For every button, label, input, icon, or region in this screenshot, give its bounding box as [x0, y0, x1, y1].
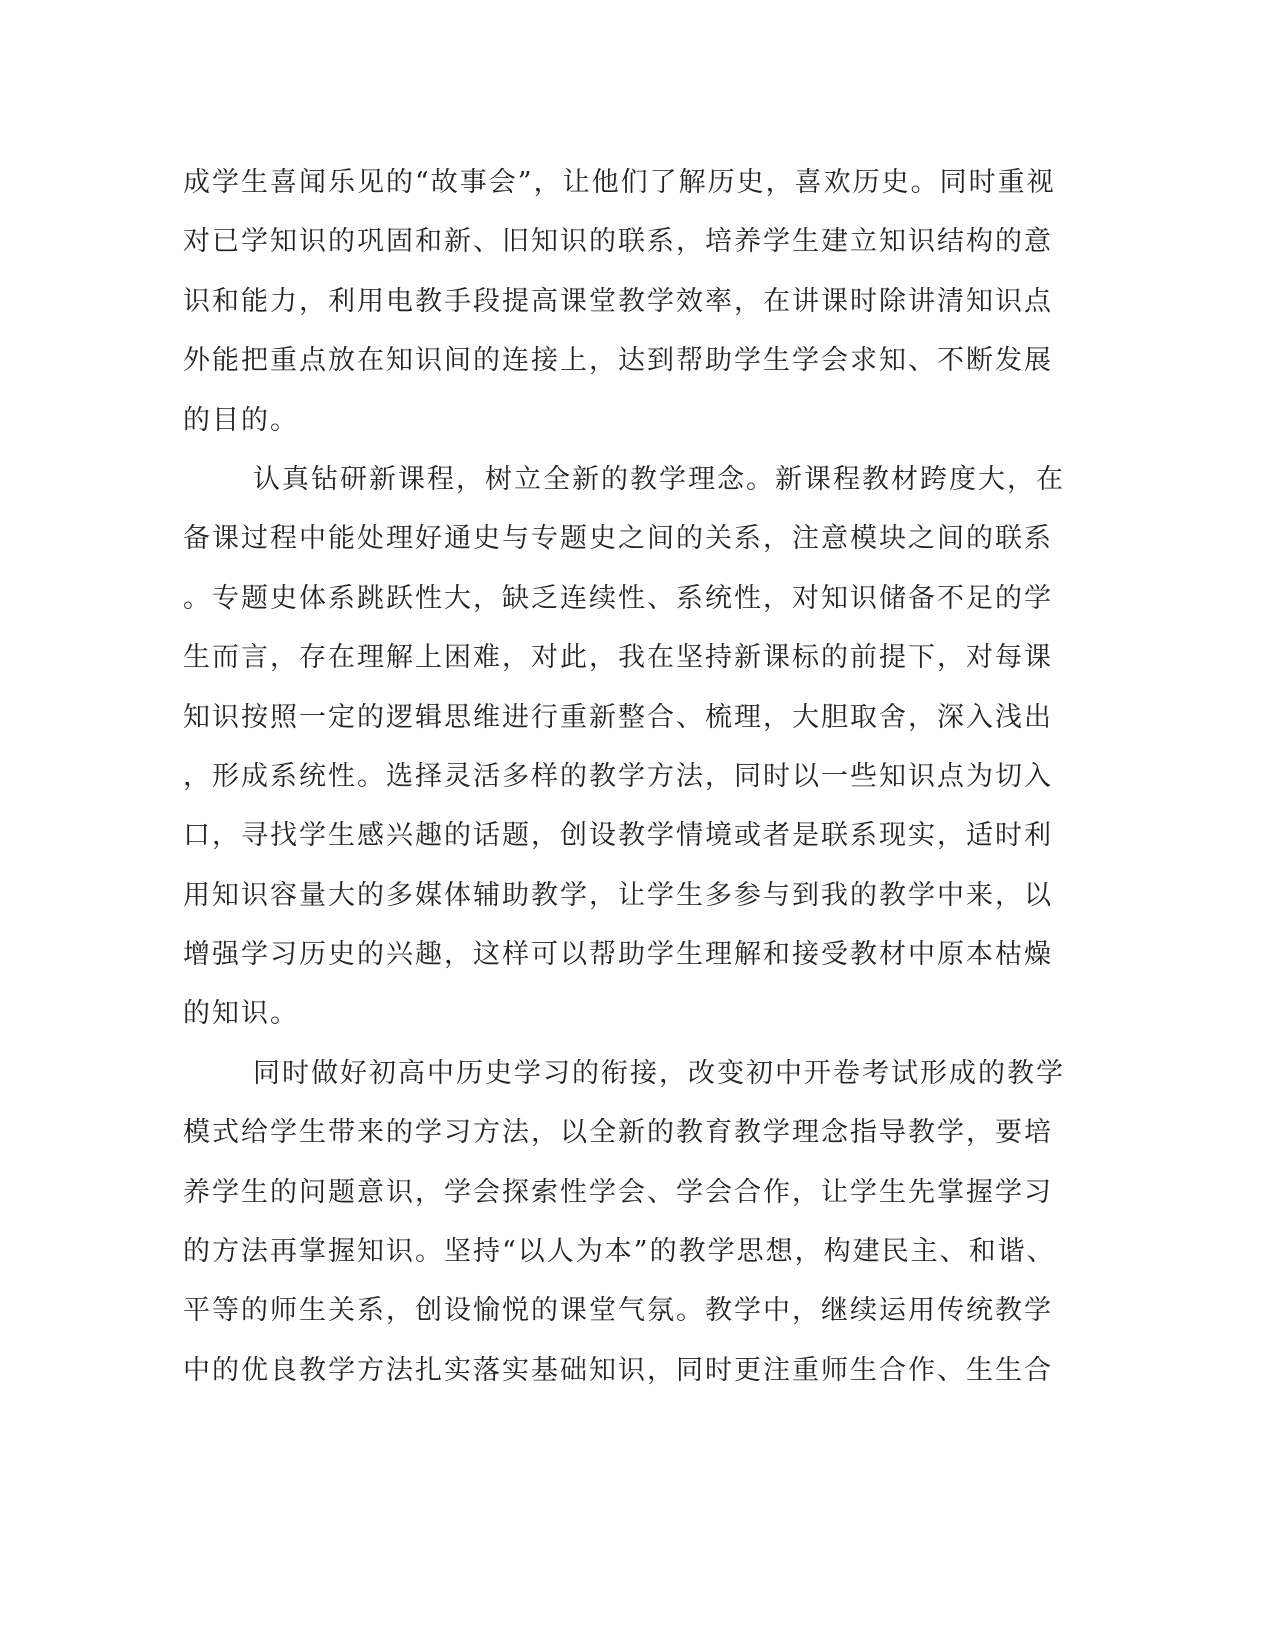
- text-line: 外能把重点放在知识间的连接上，达到帮助学生学会求知、不断发展: [183, 345, 1053, 377]
- text-line: 识和能力，利用电教手段提高课堂教学效率，在讲课时除讲清知识点: [183, 285, 1053, 317]
- text-line: 中的优良教学方法扎实落实基础知识，同时更注重师生合作、生生合: [183, 1354, 1053, 1386]
- text-line: ，形成系统性。选择灵活多样的教学方法，同时以一些知识点为切入: [183, 760, 1053, 792]
- text-line: 养学生的问题意识，学会探索性学会、学会合作，让学生先掌握学习: [183, 1176, 1053, 1208]
- text-line: 认真钻研新课程，树立全新的教学理念。新课程教材跨度大，在: [253, 463, 1065, 495]
- text-line: 同时做好初高中历史学习的衔接，改变初中开卷考试形成的教学: [253, 1057, 1065, 1089]
- text-line: 对已学知识的巩固和新、旧知识的联系，培养学生建立知识结构的意: [183, 226, 1053, 258]
- text-line: 备课过程中能处理好通史与专题史之间的关系，注意模块之间的联系: [183, 523, 1053, 555]
- text-line: 口，寻找学生感兴趣的话题，创设教学情境或者是联系现实，适时利: [183, 820, 1053, 852]
- paragraph-2: [183, 450, 1065, 1044]
- text-line: 模式给学生带来的学习方法，以全新的教育教学理念指导教学，要培: [183, 1117, 1053, 1149]
- paragraph-1: [183, 153, 1056, 450]
- text-line: 。专题史体系跳跃性大，缺乏连续性、系统性，对知识储备不足的学: [183, 582, 1053, 614]
- text-line: 的方法再掌握知识。坚持“以人为本”的教学思想，构建民主、和谐、: [183, 1236, 1056, 1268]
- text-line: 增强学习历史的兴趣，这样可以帮助学生理解和接受教材中原本枯燥: [183, 939, 1053, 971]
- text-line: 生而言，存在理解上困难，对此，我在坚持新课标的前提下，对每课: [183, 642, 1053, 674]
- text-line: 的目的。: [183, 404, 299, 436]
- text-line: 用知识容量大的多媒体辅助教学，让学生多参与到我的教学中来，以: [183, 879, 1053, 911]
- text-line: 知识按照一定的逻辑思维进行重新整合、梳理，大胆取舍，深入浅出: [183, 701, 1053, 733]
- document-body: [183, 153, 1065, 1400]
- text-line: 平等的师生关系，创设愉悦的课堂气氛。教学中，继续运用传统教学: [183, 1295, 1053, 1327]
- paragraph-3: [183, 1044, 1065, 1400]
- text-line: 成学生喜闻乐见的“故事会”，让他们了解历史，喜欢历史。同时重视: [183, 167, 1056, 198]
- text-line: 的知识。: [183, 998, 299, 1030]
